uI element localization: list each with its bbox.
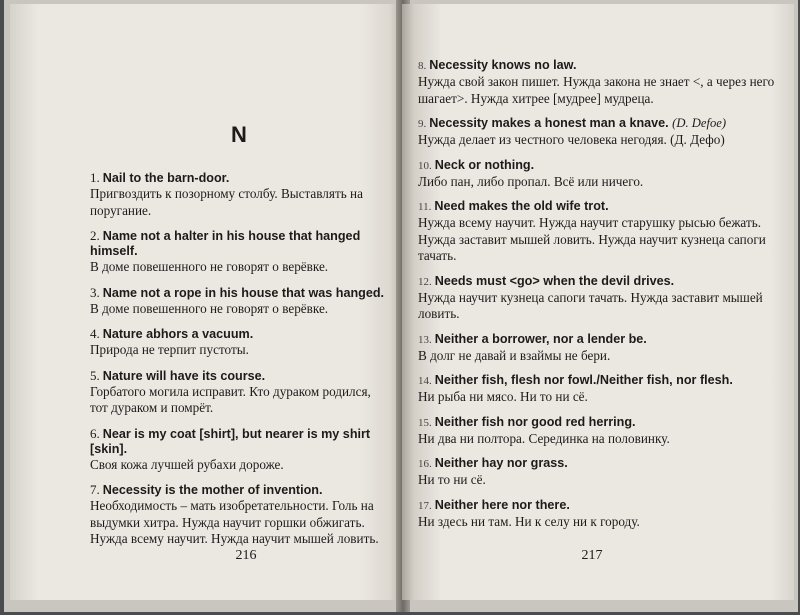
left-page — [10, 4, 402, 600]
proverb-russian: Нужда свой закон пишет. Нужда закона не знает <, а через него шагает>. Нужда хитрее [мудрее] мудреца. — [418, 74, 775, 106]
proverb-entry — [90, 326, 388, 359]
proverb-english: 2. Name not a halter in his house that hanged himself. — [90, 228, 361, 258]
proverb-entry — [90, 368, 388, 417]
proverb-entry — [418, 332, 778, 365]
proverb-russian: Нужда научит кузнеца сапоги тачать. Нужда заставит мышей ловить. — [418, 289, 763, 321]
entry-number: 3. — [90, 284, 100, 300]
proverb-russian: Ни то ни сё. — [418, 472, 486, 487]
proverb-russian: Ни рыба ни мясо. Ни то ни сё. — [418, 389, 588, 404]
proverb-entry — [90, 170, 388, 219]
proverb-russian: В доме повешенного не говорят о верёвке. — [90, 300, 329, 316]
entry-number: 6. — [90, 425, 100, 441]
proverb-russian: Природа не терпит пустоты. — [90, 342, 249, 357]
proverb-source: (D. Defoe) — [672, 116, 727, 130]
proverb-russian: Ни два ни полтора. Серединка на половинку. — [418, 430, 670, 446]
proverb-english: 17. Neither here nor there. — [418, 497, 570, 512]
right-page — [402, 4, 794, 600]
proverb-english: 1. Nail to the barn-door. — [90, 170, 230, 185]
entry-number: 17. — [418, 499, 432, 512]
entry-number: 1. — [90, 170, 100, 185]
entry-number: 14. — [418, 375, 432, 387]
entry-number: 7. — [90, 482, 100, 497]
proverb-russian: Ни здесь ни там. Ни к селу ни к городу. — [418, 513, 640, 529]
proverb-entry — [418, 58, 778, 107]
proverb-entry — [418, 116, 778, 149]
entry-number: 10. — [418, 159, 432, 172]
proverb-russian: Нужда всему научит. Нужда научит старушку рысью бежать. Нужда заставит мышей ловить. Нужда научит кузнеца сапоги тачать. — [418, 215, 766, 263]
entry-number: 2. — [90, 228, 100, 243]
proverb-entry — [418, 415, 778, 448]
proverb-entry — [90, 228, 388, 276]
entry-number: 13. — [418, 333, 432, 346]
entry-number: 4. — [90, 326, 100, 341]
proverb-entry — [418, 274, 778, 323]
proverb-english: 4. Nature abhors a vacuum. — [90, 326, 254, 341]
proverb-russian: Своя кожа лучшей рубахи дороже. — [90, 456, 284, 472]
entry-number: 11. — [418, 201, 432, 213]
proverb-russian: Необходимость – мать изобретательности. Голь на выдумки хитра. Нужда научит горшки обжигать. Нужда всему научит. Нужда научит мышей ловить. — [90, 498, 379, 546]
open-book — [4, 0, 798, 612]
proverb-english: 8. Necessity knows no law. — [418, 58, 577, 72]
entry-number: 9. — [418, 118, 427, 130]
proverb-english: 11. Need makes the old wife trot. — [418, 199, 609, 213]
proverb-entry — [90, 482, 388, 548]
proverb-russian: Горбатого могила исправит. Кто дураком родился, тот дураком и помрёт. — [90, 383, 371, 415]
proverb-russian: В доме повешенного не говорят о верёвке. — [90, 259, 329, 274]
proverb-entry — [90, 285, 388, 318]
entry-number: 5. — [90, 367, 100, 383]
entry-number: 8. — [418, 60, 427, 72]
entry-number: 12. — [418, 275, 432, 288]
page-number: 216 — [235, 548, 257, 563]
proverb-entry — [90, 426, 388, 474]
proverb-russian: Пригвоздить к позорному столбу. Выставлять на поругание. — [90, 186, 363, 218]
proverb-english: 9. Necessity makes a honest man a knave. (D. Defoe) — [418, 116, 727, 130]
proverb-english: 12. Needs must <go> when the devil drives. — [418, 273, 675, 288]
proverb-english: 3. Name not a rope in his house that was hanged. — [90, 284, 385, 300]
proverb-english: 6. Near is my coat [shirt], but nearer is my shirt [skin]. — [90, 425, 371, 456]
proverb-entry — [418, 456, 778, 489]
proverb-russian: Либо пан, либо пропал. Всё или ничего. — [418, 173, 644, 189]
proverb-english: 16. Neither hay nor grass. — [418, 456, 568, 470]
section-letter: N — [231, 122, 247, 147]
proverb-entry — [418, 373, 778, 406]
proverb-english: 10. Neck or nothing. — [418, 157, 535, 172]
proverb-russian: Нужда делает из честного человека негодяя. (Д. Дефо) — [418, 132, 725, 147]
page-number: 217 — [581, 548, 603, 563]
proverb-entry — [418, 158, 778, 191]
proverb-english: 13. Neither a borrower, nor a lender be. — [418, 331, 647, 346]
proverb-russian: В долг не давай и взаймы не бери. — [418, 347, 611, 363]
proverb-english: 14. Neither fish, flesh nor fowl./Neither fish, nor flesh. — [418, 373, 733, 387]
entry-number: 15. — [418, 416, 432, 429]
proverb-entry — [418, 498, 778, 531]
entry-number: 16. — [418, 458, 432, 470]
proverb-english: 15. Neither fish nor good red herring. — [418, 414, 636, 429]
proverb-english: 5. Nature will have its course. — [90, 367, 266, 383]
proverb-entry — [418, 199, 778, 265]
proverb-english: 7. Necessity is the mother of invention. — [90, 482, 323, 497]
